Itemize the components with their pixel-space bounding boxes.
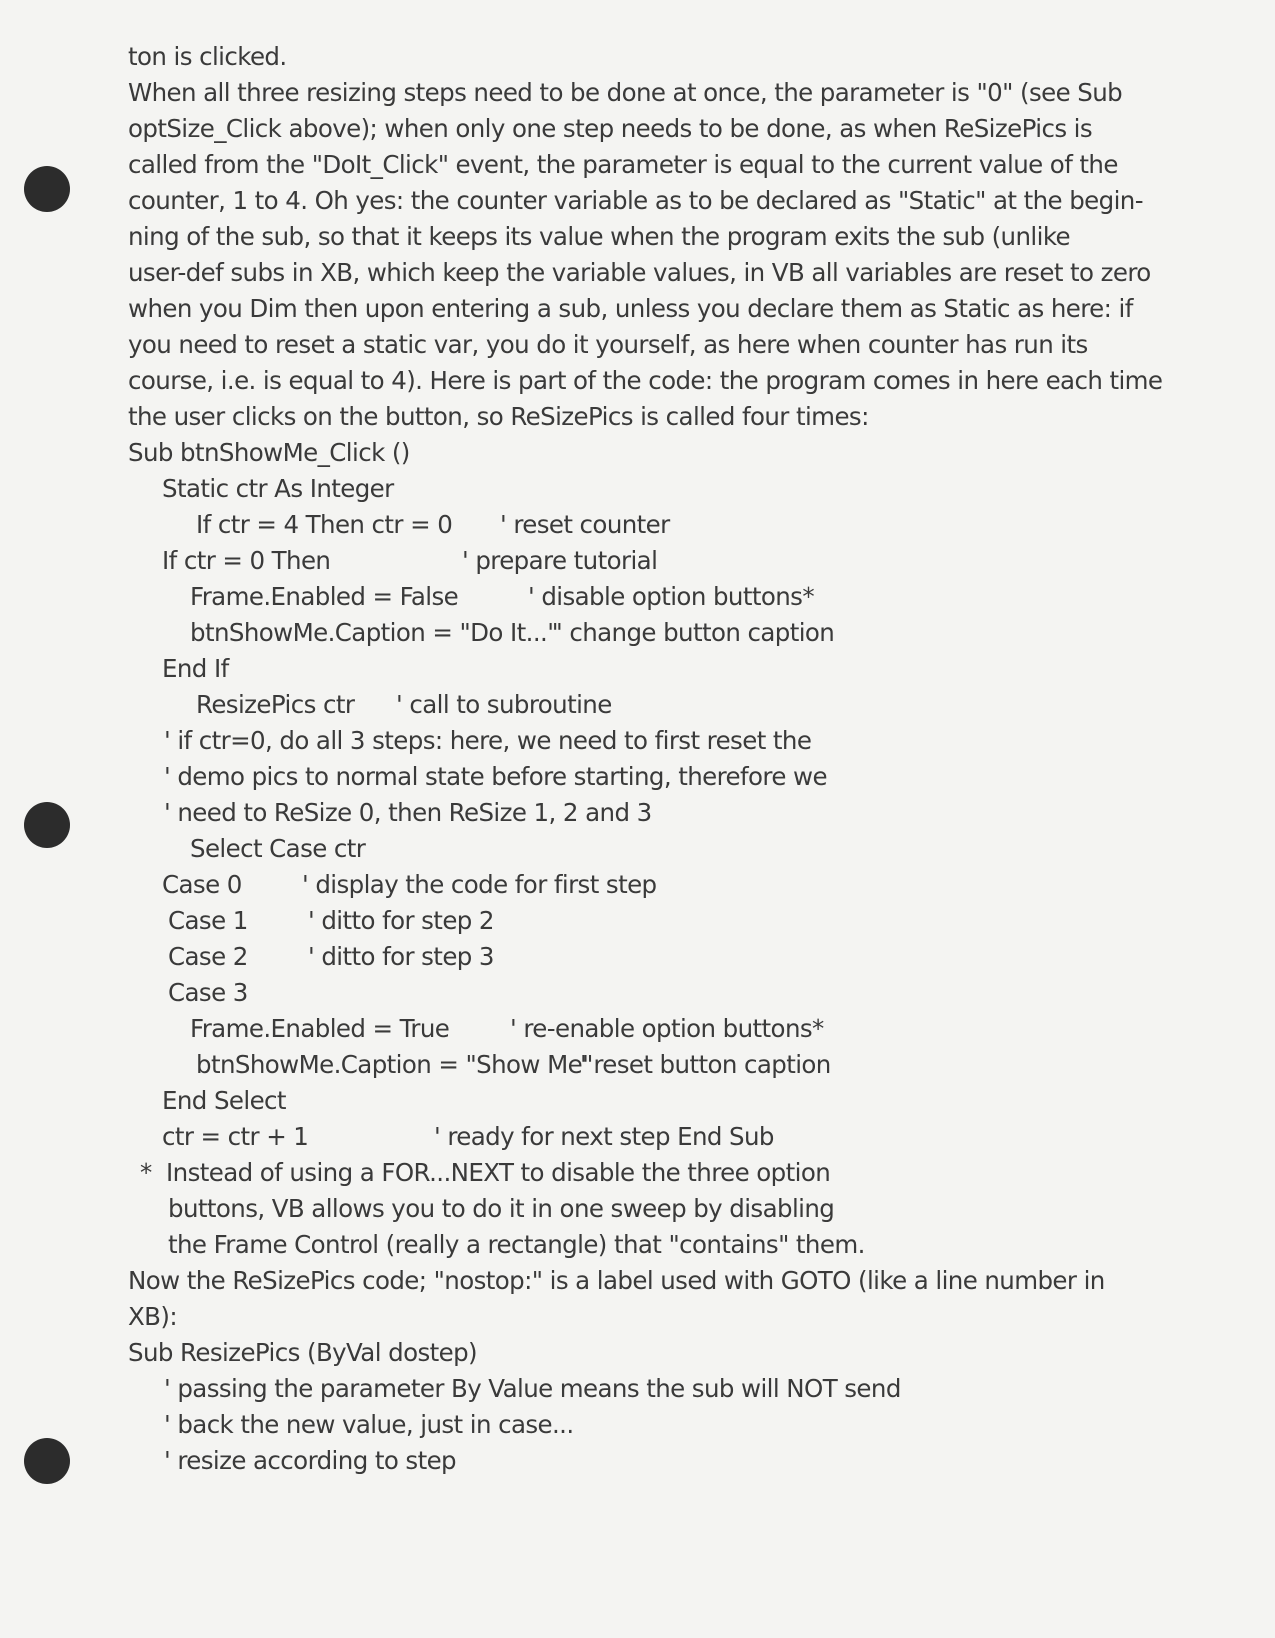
code-comment: ' prepare tutorial <box>462 546 658 575</box>
code-comment: ' disable option buttons* <box>528 582 814 611</box>
code-comment: ' call to subroutine <box>396 690 612 719</box>
footnote-line: * Instead of using a FOR...NEXT to disable the three option <box>140 1158 831 1187</box>
footnote-line: buttons, VB allows you to do it in one sweep by disabling <box>168 1194 835 1223</box>
text-line: When all three resizing steps need to be done at once, the parameter is "0" (see Sub <box>128 78 1123 107</box>
text-line: ning of the sub, so that it keeps its value when the program exits the sub (unlike <box>128 222 1071 251</box>
code-comment: ' reset counter <box>500 510 670 539</box>
code-comment: ' ditto for step 3 <box>308 942 494 971</box>
text-line: Now the ReSizePics code; "nostop:" is a label used with GOTO (like a line number in <box>128 1266 1105 1295</box>
code-line: Case 3 <box>168 978 248 1007</box>
code-line: ' back the new value, just in case... <box>164 1410 574 1439</box>
code-line: Static ctr As Integer <box>162 474 394 503</box>
code-line: Select Case ctr <box>190 834 366 863</box>
code-line: End If <box>162 654 229 683</box>
text-line: ton is clicked. <box>128 42 287 71</box>
code-line: ' demo pics to normal state before starting, therefore we <box>164 762 827 791</box>
code-line: ctr = ctr + 1 <box>162 1122 309 1151</box>
code-line: btnShowMe.Caption = "Do It..." <box>190 618 558 647</box>
text-line: the user clicks on the button, so ReSizePics is called four times: <box>128 402 869 431</box>
code-line: Sub btnShowMe_Click () <box>128 438 410 467</box>
text-line: course, i.e. is equal to 4). Here is part of the code: the program comes in here each time <box>128 366 1163 395</box>
footnote-line: the Frame Control (really a rectangle) that "contains" them. <box>168 1230 865 1259</box>
text-line: when you Dim then upon entering a sub, unless you declare them as Static as here: if <box>128 294 1133 323</box>
code-comment: ' display the code for first step <box>302 870 657 899</box>
text-line: XB): <box>128 1302 178 1331</box>
code-line: Sub ResizePics (ByVal dostep) <box>128 1338 478 1367</box>
code-line: Case 0 <box>162 870 242 899</box>
binder-hole <box>24 1438 70 1484</box>
code-line: ResizePics ctr <box>196 690 355 719</box>
code-line: Case 2 <box>168 942 248 971</box>
code-line: Frame.Enabled = True <box>190 1014 450 1043</box>
code-line: Case 1 <box>168 906 248 935</box>
code-line: btnShowMe.Caption = "Show Me" <box>196 1050 593 1079</box>
code-line: ' passing the parameter By Value means the sub will NOT send <box>164 1374 901 1403</box>
code-line: If ctr = 0 Then <box>162 546 331 575</box>
binder-hole <box>24 802 70 848</box>
text-line: called from the "DoIt_Click" event, the parameter is equal to the current value of the <box>128 150 1118 179</box>
code-line: End Select <box>162 1086 286 1115</box>
code-line: ' if ctr=0, do all 3 steps: here, we need to first reset the <box>164 726 812 755</box>
code-line: ' resize according to step <box>164 1446 457 1475</box>
code-line: Frame.Enabled = False <box>190 582 459 611</box>
text-line: you need to reset a static var, you do it yourself, as here when counter has run its <box>128 330 1088 359</box>
code-comment: ' ready for next step End Sub <box>434 1122 774 1151</box>
code-comment: ' re-enable option buttons* <box>510 1014 824 1043</box>
code-line: If ctr = 4 Then ctr = 0 <box>196 510 453 539</box>
text-line: counter, 1 to 4. Oh yes: the counter variable as to be declared as "Static" at the begin- <box>128 186 1143 215</box>
text-line: optSize_Click above); when only one step needs to be done, as when ReSizePics is <box>128 114 1093 143</box>
text-line: user-def subs in XB, which keep the variable values, in VB all variables are reset to zero <box>128 258 1151 287</box>
code-line: ' need to ReSize 0, then ReSize 1, 2 and 3 <box>164 798 652 827</box>
code-comment: ' change button caption <box>556 618 835 647</box>
binder-hole <box>24 166 70 212</box>
code-comment: ' ditto for step 2 <box>308 906 494 935</box>
code-comment: ' reset button caption <box>580 1050 831 1079</box>
